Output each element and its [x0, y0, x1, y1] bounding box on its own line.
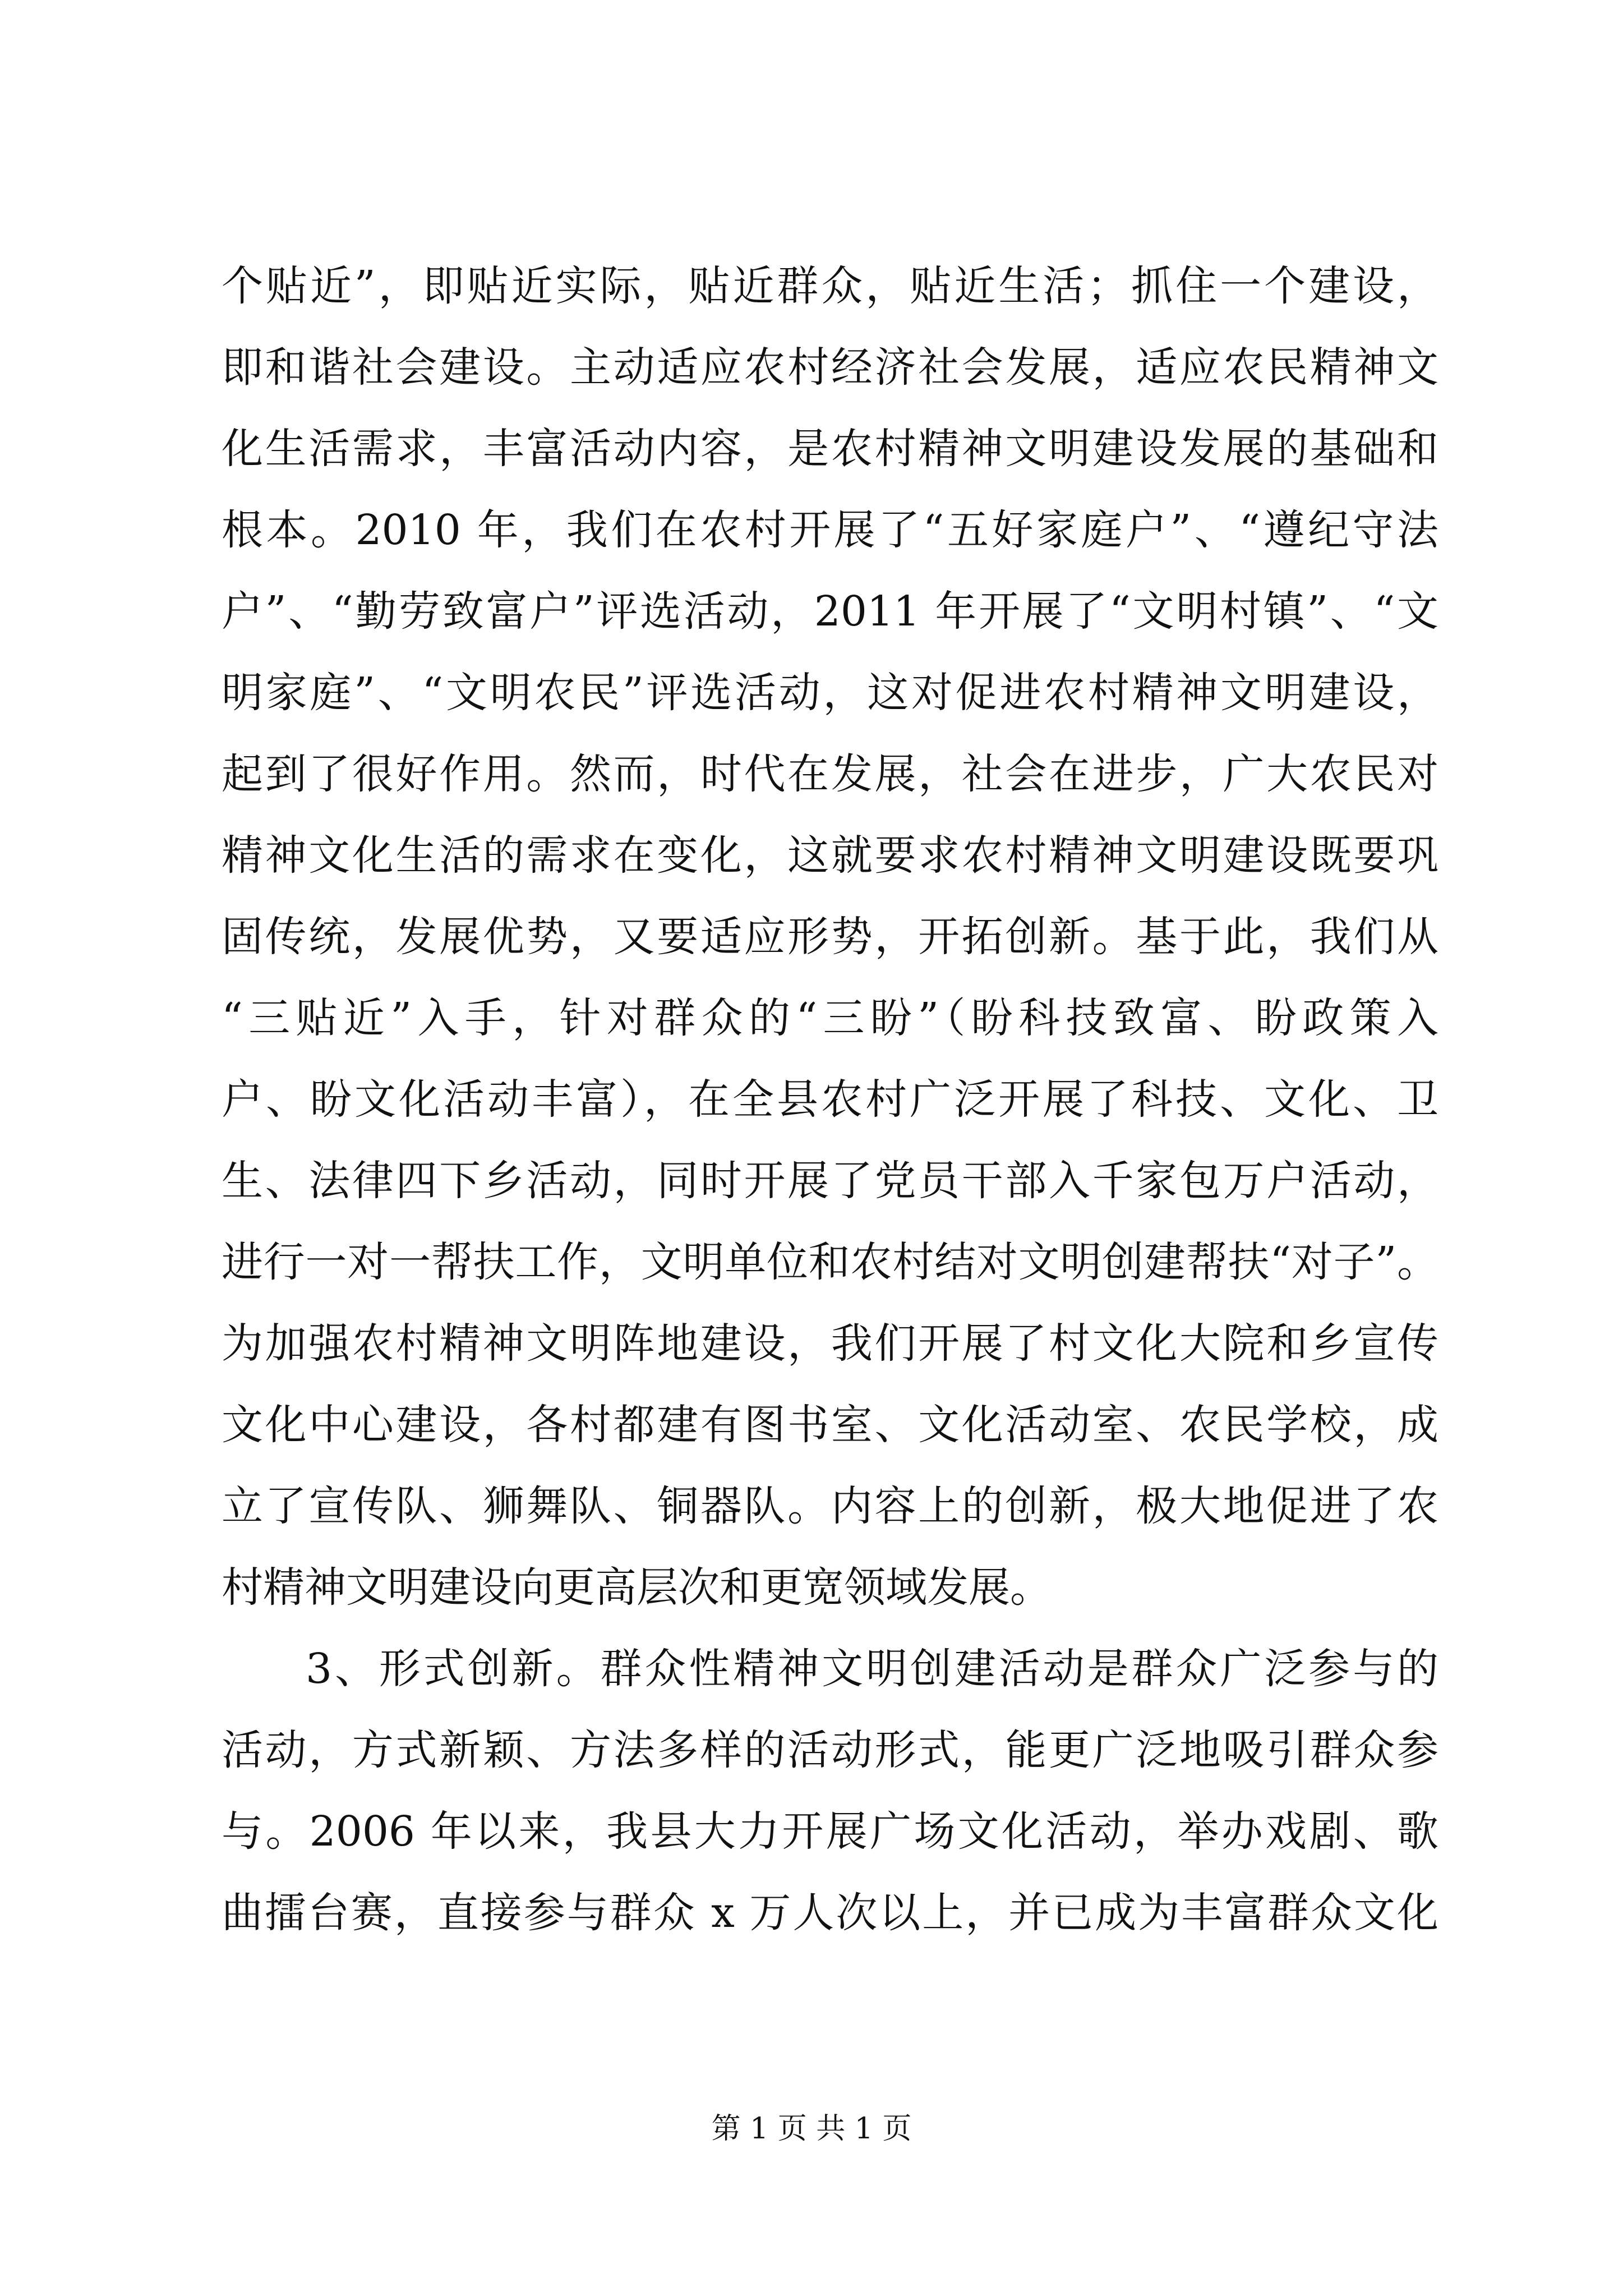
text-line: 个贴近”，即贴近实际，贴近群众，贴近生活；抓住一个建设，	[222, 262, 1438, 310]
text-line: 根本。2010 年，我们在农村开展了“五好家庭户”、“遵纪守法	[222, 506, 1438, 554]
paragraph-last-line: 村精神文明建设向更高层次和更宽领域发展。	[222, 1563, 1052, 1612]
text-line: 精神文化生活的需求在变化，这就要求农村精神文明建设既要巩	[222, 831, 1438, 880]
text-line: “三贴近”入手，针对群众的“三盼”（盼科技致富、盼政策入	[222, 994, 1438, 1042]
paragraph-first-line: 3、形式创新。群众性精神文明创建活动是群众广泛参与的	[306, 1645, 1438, 1693]
text-line: 化生活需求，丰富活动内容，是农村精神文明建设发展的基础和	[222, 425, 1438, 473]
text-line: 进行一对一帮扶工作，文明单位和农村结对文明创建帮扶“对子”。	[222, 1238, 1438, 1286]
text-line: 生、法律四下乡活动，同时开展了党员干部入千家包万户活动，	[222, 1157, 1438, 1205]
page-footer	[0, 2112, 1623, 2146]
body-text	[222, 246, 1438, 1954]
text-line: 即和谐社会建设。主动适应农村经济社会发展，适应农民精神文	[222, 343, 1438, 392]
text-line: 户”、“勤劳致富户”评选活动，2011 年开展了“文明村镇”、“文	[222, 587, 1438, 636]
text-line: 立了宣传队、狮舞队、铜器队。内容上的创新，极大地促进了农	[222, 1482, 1438, 1530]
text-line: 为加强农村精神文明阵地建设，我们开展了村文化大院和乡宣传	[222, 1319, 1438, 1368]
text-line: 与。2006 年以来，我县大力开展广场文化活动，举办戏剧、歌	[222, 1807, 1438, 1856]
text-line: 固传统，发展优势，又要适应形势，开拓创新。基于此，我们从	[222, 913, 1438, 961]
text-line: 户、盼文化活动丰富），在全县农村广泛开展了科技、文化、卫	[222, 1075, 1438, 1124]
page-number-label: 第 1 页 共 1 页	[711, 2112, 912, 2146]
text-line: 明家庭”、“文明农民”评选活动，这对促进农村精神文明建设，	[222, 669, 1438, 717]
text-line: 文化中心建设，各村都建有图书室、文化活动室、农民学校，成	[222, 1401, 1438, 1449]
text-line: 曲擂台赛，直接参与群众 x 万人次以上，并已成为丰富群众文化	[222, 1889, 1438, 1937]
text-line: 起到了很好作用。然而，时代在发展，社会在进步，广大农民对	[222, 750, 1438, 798]
text-line: 活动，方式新颖、方法多样的活动形式，能更广泛地吸引群众参	[222, 1726, 1438, 1774]
